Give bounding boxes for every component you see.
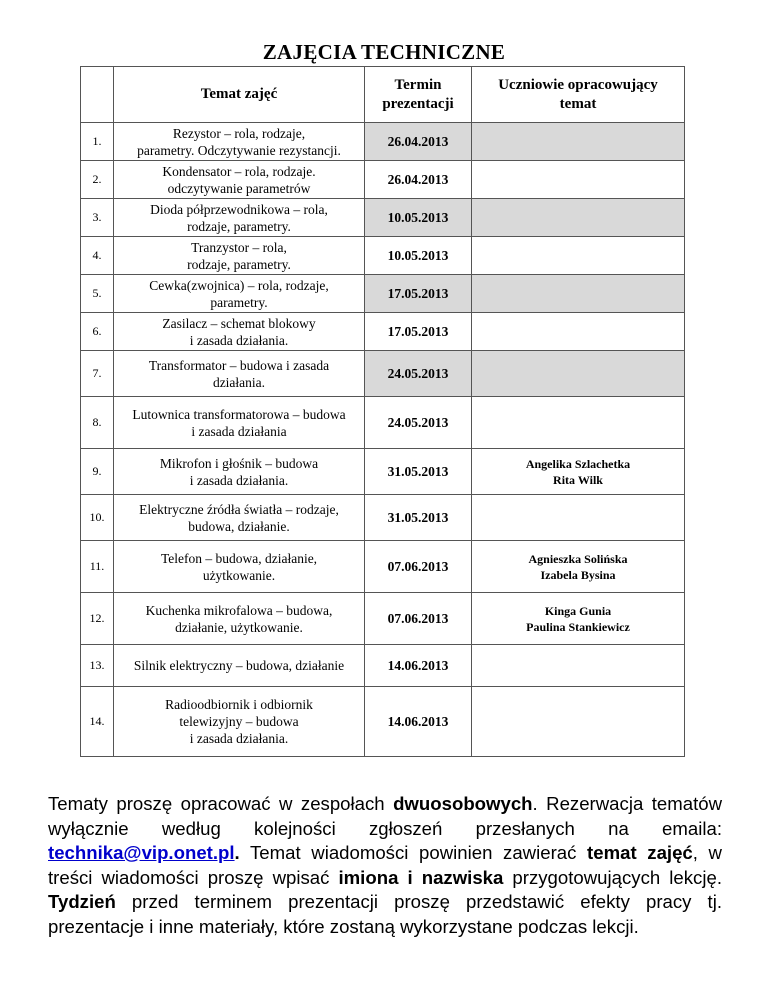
row-number: 5. [81,275,114,313]
row-topic [114,351,365,397]
row-students [472,449,685,495]
instructions-paragraph [48,792,722,939]
row-date: 24.05.2013 [365,397,472,449]
row-topic [114,687,365,757]
row-number: 9. [81,449,114,495]
student-name: Angelika Szlachetka [525,456,631,471]
row-date: 31.05.2013 [365,495,472,541]
topic-line: Dioda półprzewodnikowa – rola, [150,201,328,217]
row-students [472,397,685,449]
row-number: 2. [81,161,114,199]
row-topic [114,593,365,645]
email-link[interactable]: technika@vip.onet.pl [48,842,235,863]
row-number: 3. [81,199,114,237]
topic-line: odczytywanie parametrów [167,180,311,196]
table-row [81,541,685,593]
table-row [81,275,685,313]
page-title: ZAJĘCIA TECHNICZNE [262,40,506,64]
row-number: 12. [81,593,114,645]
row-students [472,593,685,645]
row-date: 26.04.2013 [365,161,472,199]
topic-line: Zasilacz – schemat blokowy [162,315,316,331]
row-students [472,495,685,541]
para-bold-week: Tydzień [48,891,116,912]
table-row [81,161,685,199]
table-row [81,123,685,161]
row-date: 10.05.2013 [365,199,472,237]
topic-line: Kuchenka mikrofalowa – budowa, [145,602,333,618]
row-date: 14.06.2013 [365,687,472,757]
row-number: 1. [81,123,114,161]
topic-line: Elektryczne źródła światła – rodzaje, [139,501,339,517]
topic-line: parametry. [210,294,268,310]
row-number: 4. [81,237,114,275]
row-date: 07.06.2013 [365,541,472,593]
header-topic: Temat zajęć [114,67,365,123]
row-topic [114,495,365,541]
row-students [472,237,685,275]
row-topic [114,449,365,495]
para-text-1: Tematy proszę opracować w zespołach [48,793,394,814]
row-students [472,313,685,351]
topic-line: parametry. Odczytywanie rezystancji. [137,142,341,158]
topic-line: użytkowanie. [202,567,276,583]
row-topic [114,645,365,687]
para-text-6: przed terminem prezentacji proszę przedstawić efekty pracy tj. prezentacje i inne materiały, które zostaną wykorzystane podczas lekcji. [48,891,722,937]
topic-line: Lutownica transformatorowa – budowa [132,406,346,422]
row-students [472,541,685,593]
row-date: 31.05.2013 [365,449,472,495]
row-date: 17.05.2013 [365,313,472,351]
student-name: Kinga Gunia [544,603,612,618]
row-students [472,199,685,237]
student-name: Izabela Bysina [540,567,616,582]
row-date: 24.05.2013 [365,351,472,397]
table-row [81,199,685,237]
student-name: Paulina Stankiewicz [526,619,630,634]
row-date: 26.04.2013 [365,123,472,161]
row-number: 10. [81,495,114,541]
table-header-row [81,67,685,123]
table-row [81,449,685,495]
header-date-line1: Termin [394,76,442,93]
table-row [81,313,685,351]
row-topic [114,199,365,237]
topic-line: i zasada działania. [189,472,289,488]
topic-line: Silnik elektryczny – budowa, działanie [133,658,345,673]
topics-table [80,66,685,757]
header-date [365,67,472,123]
row-students [472,351,685,397]
table-row [81,397,685,449]
row-students [472,687,685,757]
row-topic [114,161,365,199]
topic-line: budowa, działanie. [188,518,290,534]
para-bold-names: imiona i nazwiska [338,866,504,888]
row-topic [114,123,365,161]
row-number: 6. [81,313,114,351]
para-bold-dot: . [234,842,240,863]
row-topic [114,541,365,593]
row-number: 11. [81,541,114,593]
topic-line: Cewka(zwojnica) – rola, rodzaje, [149,277,329,293]
para-bold-pairs: dwuosobowych [393,793,533,814]
row-students [472,161,685,199]
topic-line: Transformator – budowa i zasada [148,357,330,373]
header-date-line2: prezentacji [382,95,454,112]
row-date: 14.06.2013 [365,645,472,687]
topic-line: i zasada działania. [189,731,289,746]
topic-line: Tranzystor – rola, [191,239,287,255]
topic-line: rodzaje, parametry. [187,256,291,272]
topic-line: telewizyjny – budowa [179,714,299,729]
row-students [472,645,685,687]
para-text-2: . Rezerwacja tematów wyłącznie według kolejności zgłoszeń przesłanych na emaila: [48,793,723,839]
row-date: 10.05.2013 [365,237,472,275]
student-name: Rita Wilk [553,472,603,487]
topic-line: Mikrofon i głośnik – budowa [159,455,319,471]
row-number: 14. [81,687,114,757]
table-row [81,237,685,275]
table-row [81,495,685,541]
topic-line: Kondensator – rola, rodzaje. [162,163,316,179]
row-students [472,275,685,313]
topic-line: działanie, użytkowanie. [175,619,303,635]
row-topic [114,237,365,275]
row-number: 7. [81,351,114,397]
topic-line: Rezystor – rola, rodzaje, [172,125,306,141]
row-topic [114,275,365,313]
para-text-5: przygotowujących lekcję. [503,866,722,888]
table-row [81,351,685,397]
topic-line: i zasada działania [191,423,287,439]
topic-line: działania. [212,374,266,390]
para-bold-topic: temat zajęć [587,842,693,863]
row-topic [114,397,365,449]
row-date: 07.06.2013 [365,593,472,645]
row-date: 17.05.2013 [365,275,472,313]
row-number: 13. [81,645,114,687]
topic-line: i zasada działania. [189,332,289,348]
row-topic [114,313,365,351]
topic-line: Telefon – budowa, działanie, [160,550,318,566]
row-number: 8. [81,397,114,449]
header-students-line2: temat [559,95,597,112]
para-text-4: , w treści wiadomości proszę wpisać [48,842,722,888]
table-row [81,687,685,757]
header-num [81,67,114,123]
para-text-3: Temat wiadomości powinien zawierać [239,842,588,863]
header-students-line1: Uczniowie opracowujący [498,76,658,93]
student-name: Agnieszka Solińska [528,551,628,566]
table-row [81,645,685,687]
table-row [81,593,685,645]
topic-line: Radioodbiornik i odbiornik [165,697,313,712]
row-students [472,123,685,161]
header-students [472,67,685,123]
topic-line: rodzaje, parametry. [187,218,291,234]
